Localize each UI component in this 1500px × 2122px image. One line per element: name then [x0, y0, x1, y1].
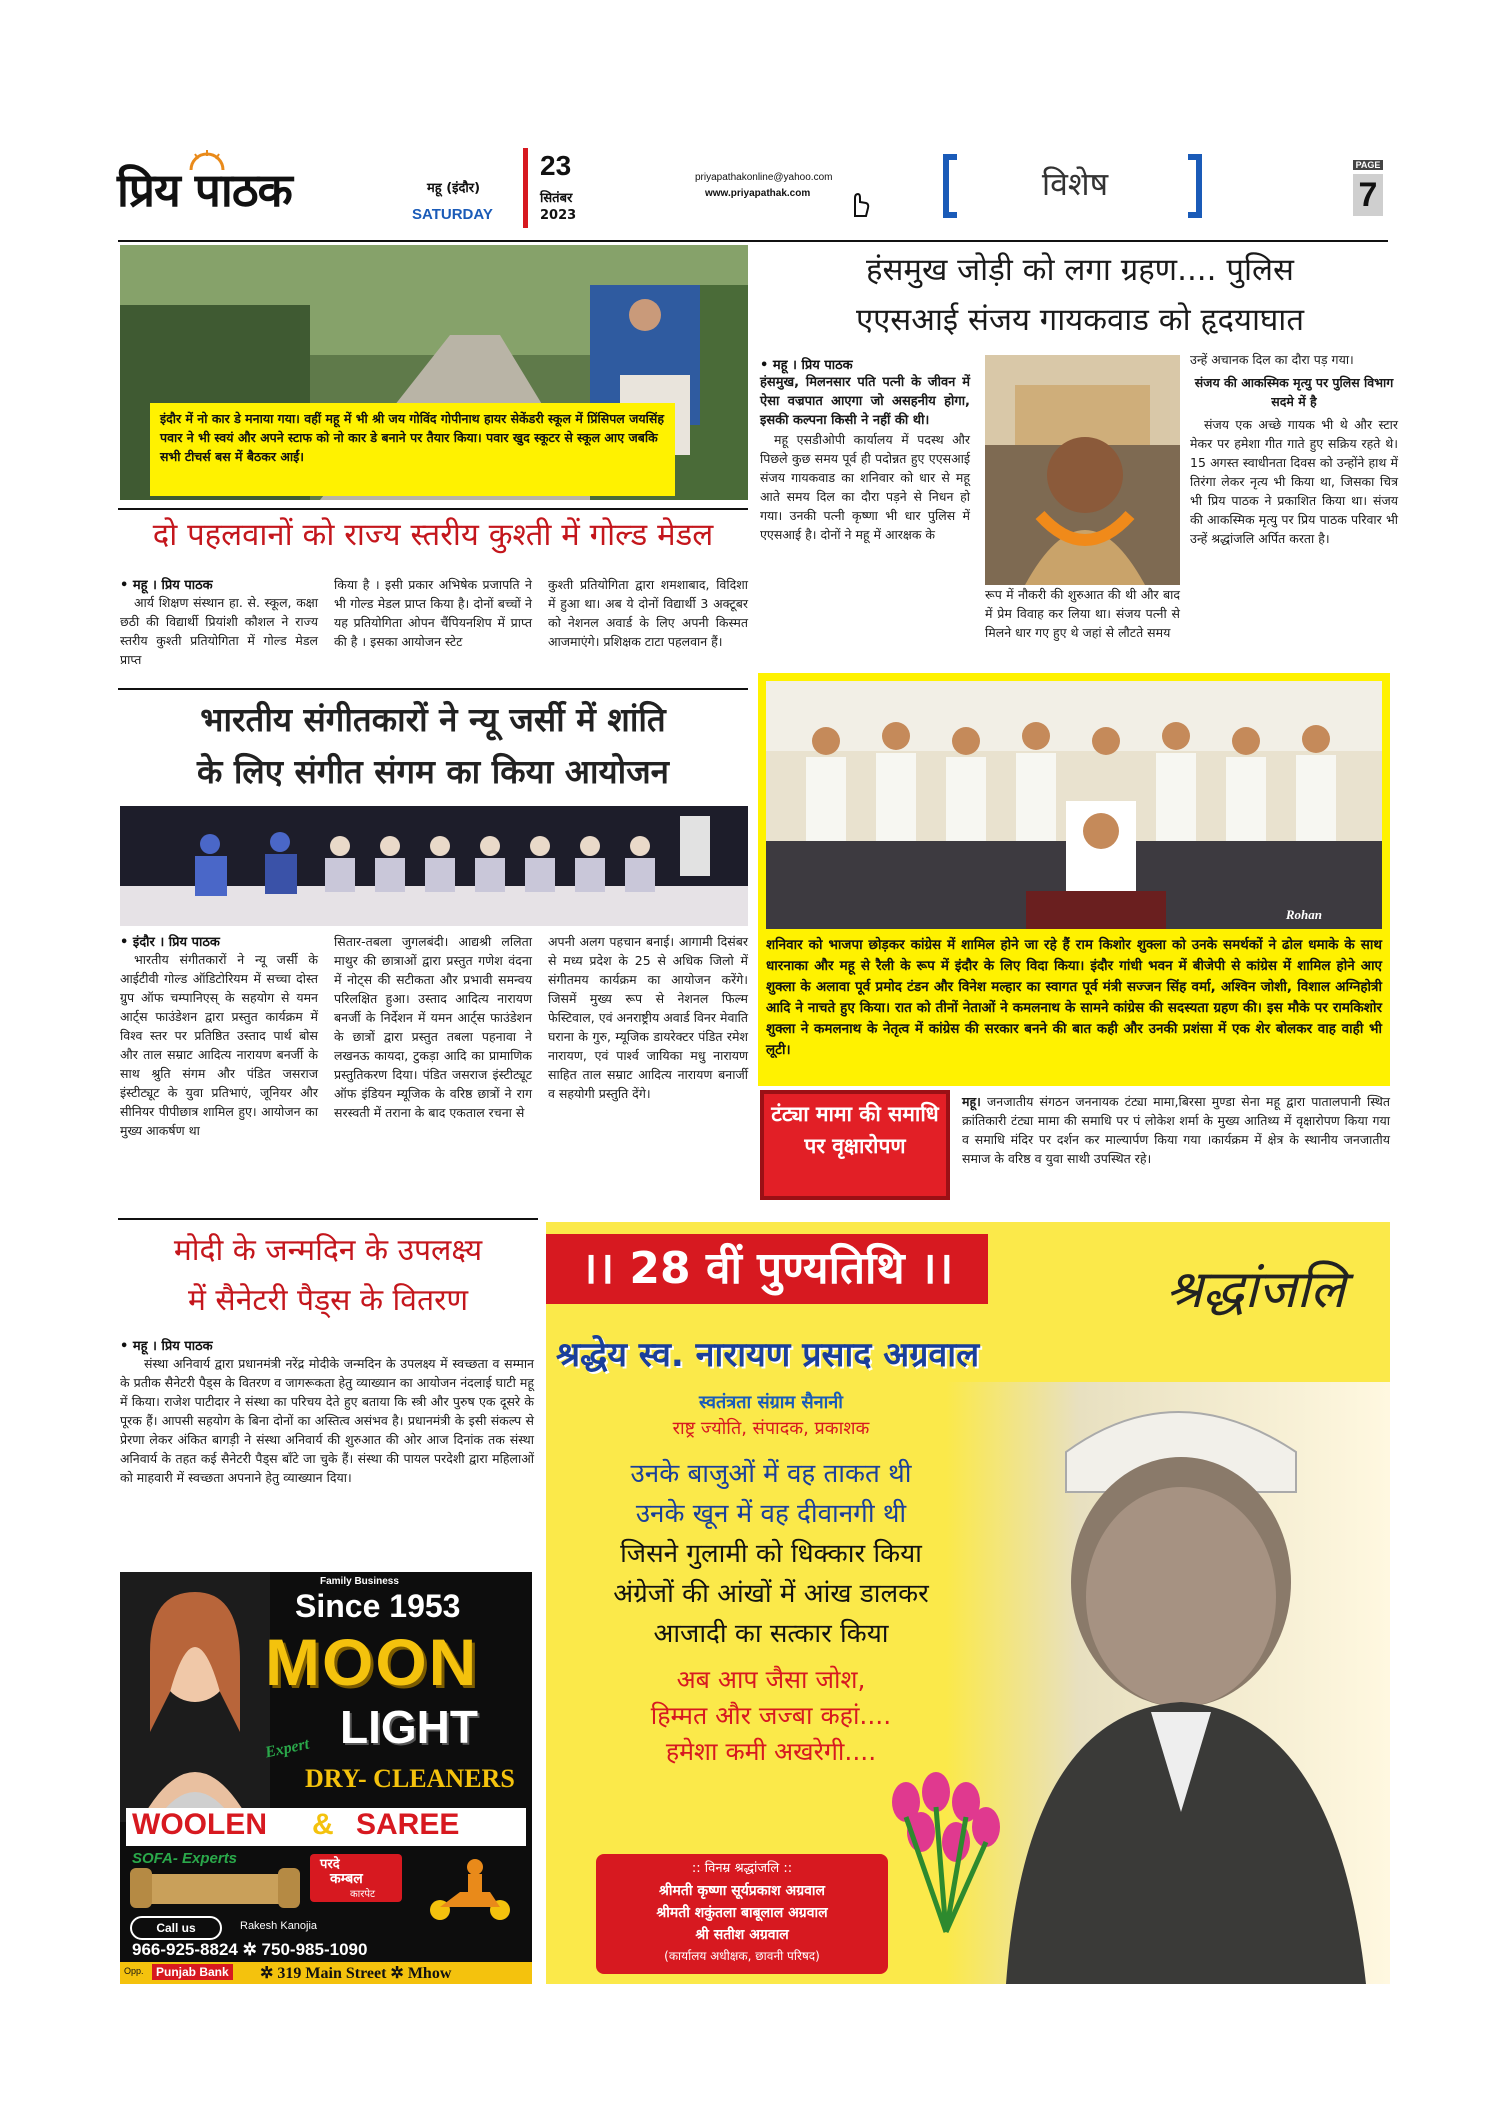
tribute-role-2: राष्ट्र ज्योति, संपादक, प्रकाशक — [672, 1418, 870, 1439]
poem-line: उनके बाजुओं में वह ताकत थी — [630, 1459, 912, 1489]
music-byline: • इंदौर । प्रिय पाठक — [120, 935, 220, 950]
parde: परदे — [320, 1857, 340, 1872]
address: ✲ 319 Main Street ✲ Mhow — [260, 1965, 452, 1982]
modi-rule-top — [118, 1218, 538, 1220]
music-col3 — [548, 932, 748, 1103]
photo-credit: Rohan — [1285, 907, 1322, 922]
masthead — [95, 148, 1415, 240]
address-bar — [120, 1962, 532, 1984]
from-role: (कार्यालय अधीक्षक, छावनी परिषद) — [664, 1949, 820, 1963]
call-us-button[interactable]: Call us — [130, 1916, 222, 1940]
wrestling-col1-text: आर्य शिक्षण संस्थान हा. से. स्कूल, कक्षा छठी की विद्यार्थी प्रियांशी कौशल ने राज्य स्तरीय कुश्ती प्रतियोगिता में गोल्ड मेडल प्राप्त — [120, 595, 318, 667]
tribute-role-1: स्वतंत्रता संग्राम सैनानी — [699, 1392, 843, 1413]
tribute-from-box — [596, 1854, 888, 1974]
sun-logo-icon — [187, 150, 227, 170]
phone-numbers[interactable]: 966-925-8824 ✲ 750-985-1090 — [132, 1940, 368, 1959]
contact-name: Rakesh Kanojia — [240, 1920, 318, 1932]
sanjay-col3 — [1190, 350, 1398, 548]
anniversary-title: ।। 28 वीं पुण्यतिथि ।। — [580, 1243, 954, 1294]
poem-line: जिसने गुलामी को धिक्कार किया — [620, 1539, 922, 1569]
kambal: कम्बल — [330, 1871, 363, 1887]
congress-photo — [766, 681, 1382, 929]
tantya-text: जनजातीय संगठन जननायक टंट्या मामा,बिरसा मुण्डा सेना महू द्वारा पातालपानी स्थित क्रांतिकारी टंट्या मामा की समाधि पर पं लोकेश शर्मा के मुख्य आतिथ्य में वृक्षारोपण किया गया व समाधि मंदिर पर दर्शन कर माल्यार्पण किया गया ।कार्यक्रम में क्षेत्र के स्थानीय जनजातीय समाज के वरिष्ठ व युवा साथी उपस्थित रहे। — [962, 1094, 1391, 1166]
website[interactable]: www.priyapathak.com — [705, 188, 811, 199]
sanjay-lead: हंसमुख, मिलनसार पति पत्नी के जीवन में ऐसा वज्रपात आएगा जो असहनीय होगा, इसकी कल्पना किसी ने नहीं की थी। — [760, 375, 970, 428]
sanjay-col2-body: रूप में नौकरी की शुरुआत की थी और बाद में प्रेम विवाह कर लिया था। संजय पत्नी से मिलने धार गए हुए थे जहां से लौटते समय — [985, 587, 1180, 640]
tantya-box-title: टंट्या मामा की समाधि पर वृक्षारोपण — [771, 1102, 939, 1158]
music-photo — [120, 806, 748, 926]
sanjay-col3-top: उन्हें अचानक दिल का दौरा पड़ गया। — [1190, 352, 1354, 367]
from-name: श्रीमती कृष्णा सूर्यप्रकाश अग्रवाल — [658, 1883, 826, 1899]
date-month: सितंबर — [540, 191, 573, 206]
sofa-experts: SOFA- Experts — [132, 1850, 238, 1867]
sanjay-headline-2: एएसआई संजय गायकवाड को हृदयाघात — [856, 302, 1304, 338]
sanjay-byline: • महू । प्रिय पाठक — [760, 358, 853, 373]
expert-label: Expert — [263, 1735, 311, 1762]
poem2-line: हमेशा कमी अखरेगी.... — [665, 1737, 877, 1766]
wrestling-col1 — [120, 575, 318, 669]
nocar-caption: इंदौर में नो कार डे मनाया गया। वहीं महू में भी श्री जय गोविंद गोपीनाथ हायर सेकेंडरी स्कूल में प्रिंसिपल जयसिंह पवार ने भी स्वयं और अपने स्टाफ को नो कार डे बनाने पर तैयार किया। पवार खुद स्कूटर से स्कूल आए जबकि सभी टीचर्स बस में बैठकर आईं। — [150, 403, 675, 496]
location: महू (इंदौर) — [427, 181, 481, 196]
sanjay-col3-subhead: संजय की आकस्मिक मृत्यु पर पुलिस विभाग सदमे में है — [1194, 375, 1394, 409]
amp: & — [312, 1808, 334, 1841]
tribute-poem — [556, 1454, 986, 1654]
wrestling-col2-text: किया है । इसी प्रकार अभिषेक प्रजापति ने भी गोल्ड मेडल प्राप्त किया है। दोनों बच्चों ने यह प्रतियोगिता ओपन चैंपियनशिप में प्राप्त की है । इसका आयोजन स्टेट — [334, 577, 532, 649]
poem-line: अंग्रेजों की आंखों में आंख डालकर — [613, 1579, 929, 1609]
tantya-box — [760, 1090, 950, 1200]
wrestling-rule-top — [118, 508, 748, 510]
section-bracket-left — [943, 154, 957, 218]
sanjay-col1 — [760, 355, 970, 544]
parde-box — [310, 1854, 402, 1902]
family-business: Family Business — [320, 1576, 399, 1587]
modi-article — [120, 1336, 534, 1487]
woolen: WOOLEN — [132, 1808, 267, 1841]
sanjay-col2 — [985, 585, 1180, 642]
opp-label: Opp. — [124, 1966, 144, 1976]
shraddhanjali-script: श्रद्धांजलि — [1166, 1260, 1346, 1320]
brand-light: LIGHT — [340, 1701, 478, 1753]
sanjay-headline-1: हंसमुख जोड़ी को लगा ग्रहण.... पुलिस — [866, 252, 1294, 288]
congress-caption: शनिवार को भाजपा छोड़कर कांग्रेस में शामिल होने जा रहे हैं राम किशोर शुक्ला को उनके समर्थकों ने ढोल धमाके के साथ धारनाका और महू से रैली के रूप में इंदौर के लिए विदा किया। इंदौर गांधी भवन में बीजेपी से कांग्रेस में शामिल होने आए शुक्ला के अलावा पूर्व प्रमोद टंडन और विनेश मल्हार का स्वागत पूर्व मंत्री सज्जन सिंह वर्मा, अश्विन जोशी, विशाल अग्निहोत्री आदि ने नाचते हुए किया। रात को तीनों नेताओं ने कमलनाथ के सामने कांग्रेस की सदस्यता ग्रहण की। इस मौके पर रामकिशोर शुक्ला ने कमलनाथ के नेतृत्व में कांग्रेस की सरकार बनने की बात कही और उनकी प्रशंसा में एक शेर बोलकर वाह वाही भी लूटी। — [766, 937, 1382, 1058]
logo: प्रिय पाठक — [117, 163, 292, 217]
music-col2 — [334, 932, 532, 1122]
from-name: श्री सतीश अग्रवाल — [695, 1927, 789, 1943]
wrestling-col2 — [334, 575, 532, 651]
sanjay-photo — [985, 355, 1180, 585]
delivery-scooter-icon — [420, 1852, 520, 1922]
music-rule-top — [118, 688, 748, 690]
punjab-bank: Punjab Bank — [152, 1964, 233, 1980]
woolen-saree-bar — [126, 1808, 526, 1846]
tantya-body — [962, 1092, 1390, 1168]
poem2-line: हिम्मत और जज्बा कहां.... — [650, 1701, 892, 1730]
moonlight-ad — [120, 1572, 532, 1984]
music-col3-text: अपनी अलग पहचान बनाई। आगामी दिसंबर से मध्य प्रदेश के 25 से अधिक जिलो में संगीतमय कार्यक्रम का आयोजन करेंगे। जिसमें मुख्य रूप से नेशनल फिल्म फेस्टिवाल, एवं अनराष्ट्रीय अवार्ड विनर मेवाति घराना के गुरु, म्यूजिक डायरेक्टर पंडित रमेश नारायण, एवं पार्श्व जायिका मधु नारायण साहित ताल सम्राट आदित्य नारायण बनार्जी व सहयोगी प्रस्तुति देंगे। — [548, 934, 748, 1101]
dry-cleaners: DRY- CLEANERS — [305, 1764, 515, 1793]
from-name: श्रीमती शकुंतला बाबूलाल अग्रवाल — [656, 1905, 828, 1921]
sanjay-col1-body: महू एसडीओपी कार्यालय में पदस्थ और पिछले कुछ समय पूर्व ही पदोन्नत हुए एएसआई संजय गायकवाड का शनिवार को धार से महू आते समय दिल का दौरा पड़ने से निधन हो गया। उनकी पत्नी कृष्णा भी धार पुलिस में एएसआई है। दोनों ने महू में आरक्षक के — [760, 432, 970, 542]
carpet: कारपेट — [350, 1889, 376, 1900]
page-label: PAGE — [1353, 160, 1383, 170]
cursor-hand-icon — [847, 186, 871, 218]
page-number: 7 — [1353, 174, 1383, 216]
modi-headline-1: मोदी के जन्मदिन के उपलक्ष्य — [173, 1233, 483, 1268]
wrestling-col3-text: कुश्ती प्रतियोगिता द्वारा शमशाबाद, विदिशा में हुआ था। अब ये दोनों विद्यार्थी 3 अक्टूबर को नेशनल अवार्ड के लिए अपनी किस्मत आजमाएंगे। प्रशिक्षक टाटा पहलवान हैं। — [548, 577, 748, 649]
poem2-line: अब आप जैसा जोश, — [676, 1665, 866, 1694]
date-day: 23 — [540, 150, 572, 181]
tribute-poem-2 — [556, 1662, 986, 1770]
tribute-ad — [546, 1222, 1390, 1984]
poem-line: आजादी का सत्कार किया — [653, 1619, 889, 1649]
modi-body: संस्था अनिवार्य द्वारा प्रधानमंत्री नरेंद्र मोदीके जन्मदिन के उपलक्ष्य में स्वच्छता व सम्मान के प्रतीक सैनेटरी पैड्स के वितरण व जागरूकता हेतु व्याख्यान का आयोजन नंदलाई घाटी महू में किया। राजेश पाटीदार ने संस्था का परिचय देते हुए बताया कि स्त्री और पुरुष एक दूसरे के पूरक हैं। आपसी सहयोग के बिना दोनों का अस्तित्व असंभव है। प्रधानमंत्री के इसी संकल्प से प्रेरणा लेकर अंकित बागड़ी ने संस्था अनिवार्य की शुरुआत की ओर आज दिनांक तक संस्था अनिवार्य के तहत कई सैनेटरी पैड्स बाँटे जा चुके हैं। संस्था की पायल परदेशी द्वारा महिलाओं को माहवारी में स्वच्छता अपनाने हेतु व्याख्यान दिया। — [120, 1356, 534, 1485]
music-col2-text: सितार-तबला जुगलबंदी। आद्यश्री ललिता माथुर की छात्राओं द्वारा प्रस्तुत गणेश वंदना में नोट्स की सटीकता और प्रभावी समन्वय परिलक्षित हुआ। उस्ताद आदित्य नारायण बनर्जी के निर्देशन में यमन आर्ट्स फाउंडेशन के छात्रों द्वारा प्रस्तुत तबला पहनावा ने लखनऊ कायदा, टुकड़ा आदि का प्रामाणिक प्रस्तुतिकरण दिया। पंडित जसराज इंस्टीट्यूट ऑफ इंडियन म्यूजिक के वरिष्ठ छात्रों ने राग सरस्वती में तराना के बाद एकताल रचना से — [334, 934, 532, 1120]
section-bracket-right — [1188, 154, 1202, 218]
day-label: SATURDAY — [412, 206, 493, 223]
since-1953: Since 1953 — [295, 1588, 461, 1624]
anniversary-banner — [546, 1234, 988, 1304]
saree: SAREE — [356, 1808, 460, 1841]
music-col1-text: भारतीय संगीतकारों ने न्यू जर्सी के आईटीवी गोल्ड ऑडिटोरियम में सच्चा दोस्त ग्रुप ऑफ चम्पानिएस् के सहयोग से यमन आर्ट्स फाउंडेशन द्वारा प्रस्तुत कार्यक्रम में विश्व स्तर पर प्रतिष्ठित उस्ताद पार्थ बोस और ताल सम्राट आदित्य नारायण बनर्जी के साथ श्रुति संगम और पंडित जसराज इंस्टीट्यूट के युवा प्रतिभाएं, जूनियर और सीनियर पीपीछात्र शामिल हुए। आयोजन का मुख्य आकर्षण था — [120, 952, 318, 1138]
from-title: :: विनम्र श्रद्धांजलि :: — [691, 1861, 793, 1876]
nocar-photo — [120, 245, 748, 500]
modi-headline-2: में सैनेटरी पैड्स के वितरण — [187, 1283, 469, 1318]
masthead-rule — [118, 240, 1388, 242]
brand-moon: MOON — [265, 1625, 479, 1699]
music-headline-2: के लिए संगीत संगम का किया आयोजन — [197, 752, 669, 791]
tantya-place: महू। — [962, 1094, 981, 1109]
date-divider — [523, 148, 528, 228]
music-headline-1: भारतीय संगीतकारों ने न्यू जर्सी में शांति — [200, 700, 666, 739]
music-col1 — [120, 932, 318, 1140]
wrestling-byline: • महू । प्रिय पाठक — [120, 578, 213, 593]
congress-box — [758, 673, 1390, 1086]
section-title: विशेष — [1041, 165, 1109, 203]
model-portrait — [120, 1572, 270, 1822]
tribute-name: श्रद्धेय स्व. नारायण प्रसाद अग्रवाल — [556, 1335, 980, 1375]
wrestling-col3 — [548, 575, 748, 651]
email[interactable]: priyapathakonline@yahoo.com — [695, 172, 833, 183]
date-year: 2023 — [540, 208, 577, 223]
wrestling-headline: दो पहलवानों को राज्य स्तरीय कुश्ती में गोल्ड मेडल — [152, 517, 714, 553]
poem-line: उनके खून में वह दीवानगी थी — [635, 1499, 907, 1529]
tulip-bouquet-icon — [876, 1762, 1016, 1942]
modi-byline: • महू । प्रिय पाठक — [120, 1339, 213, 1354]
sanjay-col3-body: संजय एक अच्छे गायक भी थे और स्टार मेकर पर हमेशा गीत गाते हुए सक्रिय रहते थे। 15 अगस्त स्वाधीनता दिवस को उन्होंने हाथ में तिरंगा लेकर नृत्य भी किया था, जिसका चित्र भी प्रिय पाठक ने प्रकाशित किया था। संजय की आकस्मिक मृत्यु पर प्रिय पाठक परिवार भी उन्हें श्रद्धांजलि अर्पित करता है। — [1190, 417, 1398, 546]
